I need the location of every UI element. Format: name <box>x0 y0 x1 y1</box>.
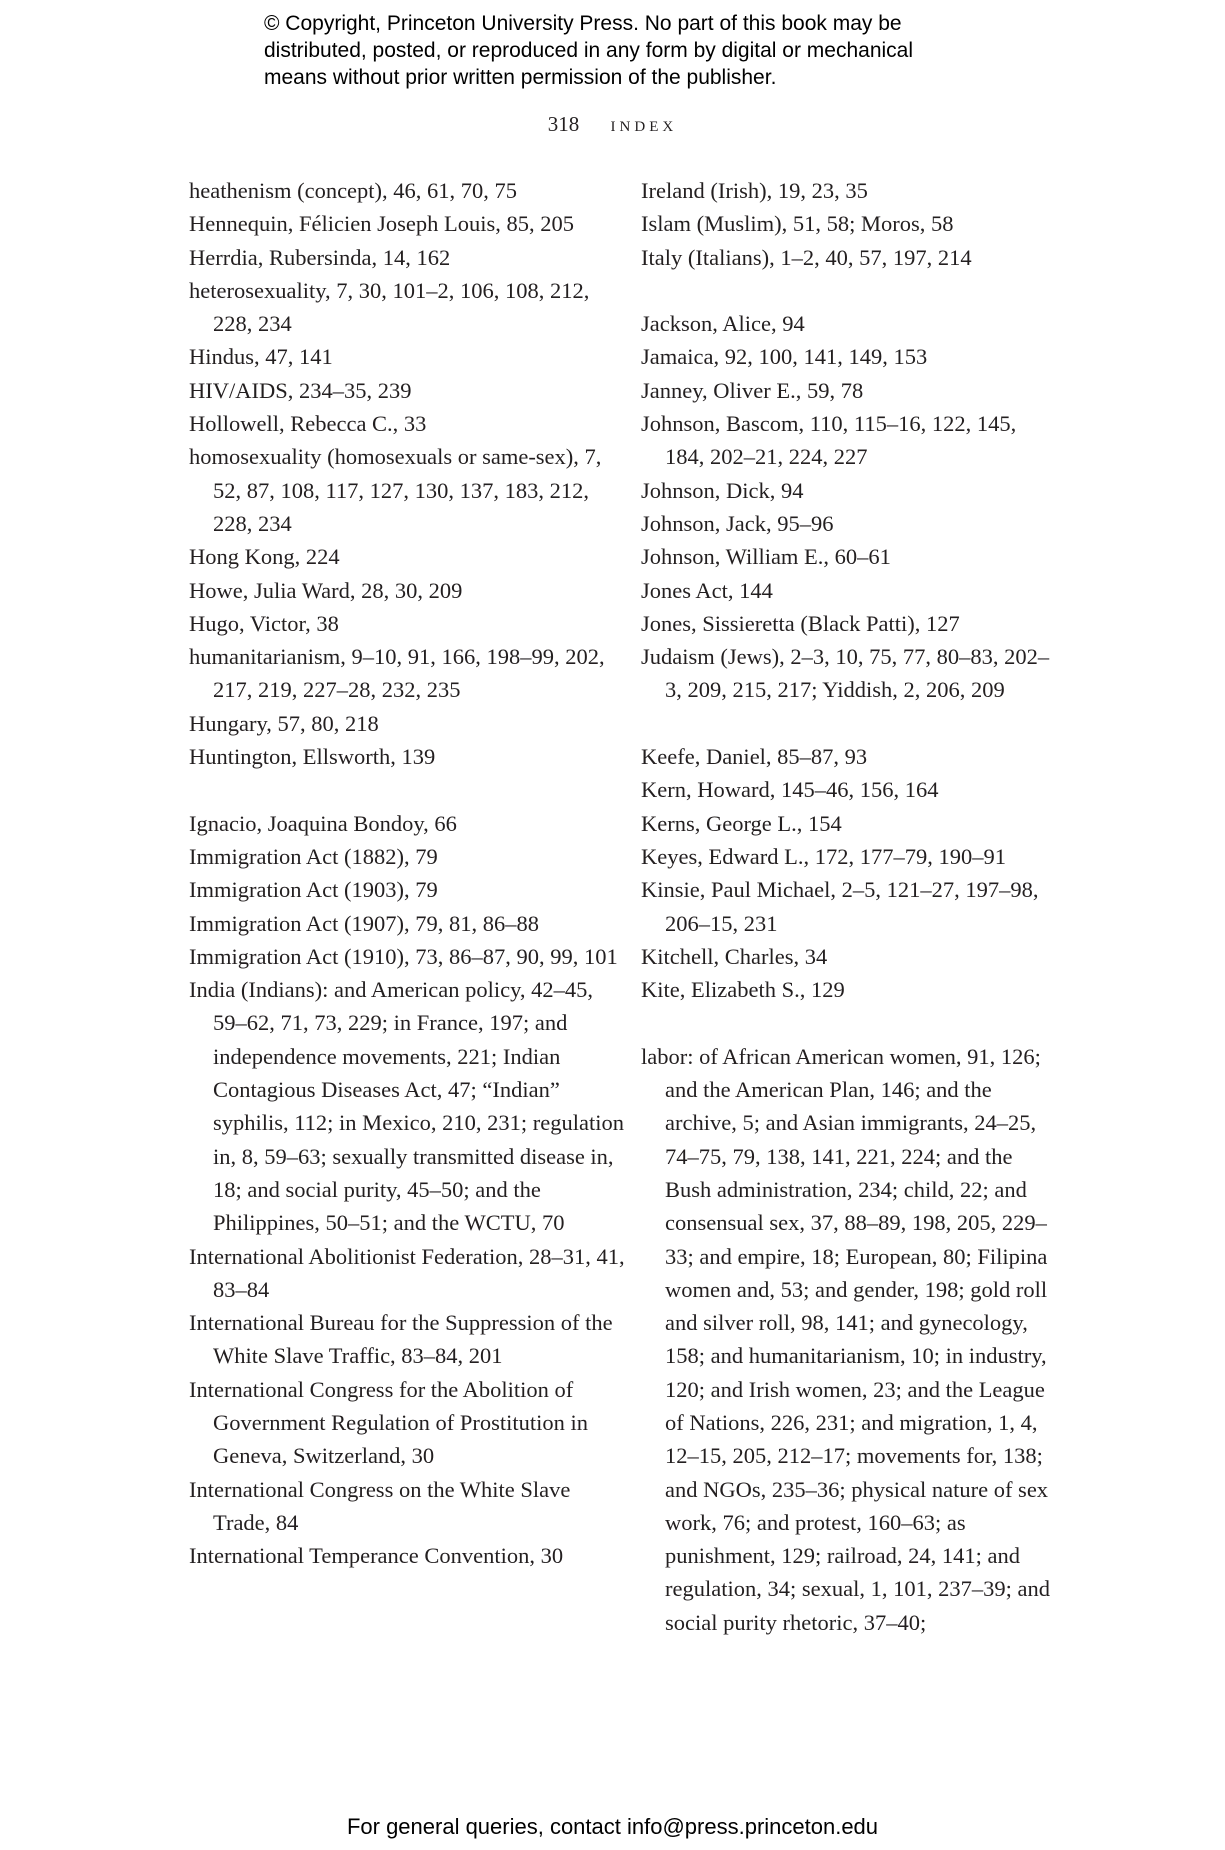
index-entry: Immigration Act (1907), 79, 81, 86–88 <box>189 910 539 936</box>
page-number: 318 <box>547 112 580 136</box>
index-entry: Jackson, Alice, 94 <box>641 311 805 337</box>
index-entry: homosexuality (homosexuals or same-sex), 7, 52, 87, 108, 117, 127, 130, 137, 183, 212, 228, 234 <box>189 444 602 536</box>
index-entry: Hong Kong, 224 <box>189 544 340 570</box>
index-entry: Johnson, William E., 60–61 <box>641 544 891 570</box>
index-column-left <box>189 174 629 1572</box>
index-entry: Johnson, Jack, 95–96 <box>641 510 834 536</box>
index-entry: heterosexuality, 7, 30, 101–2, 106, 108, 212, 228, 234 <box>189 277 590 337</box>
index-entry: Judaism (Jews), 2–3, 10, 75, 77, 80–83, 202–3, 209, 215, 217; Yiddish, 2, 206, 209 <box>641 644 1050 703</box>
copyright-notice <box>264 10 984 91</box>
index-entry: Hollowell, Rebecca C., 33 <box>189 411 427 437</box>
index-entry: International Bureau for the Suppression of the White Slave Traffic, 83–84, 201 <box>189 1310 613 1369</box>
index-entry: Keefe, Daniel, 85–87, 93 <box>641 744 868 770</box>
index-entry: International Temperance Convention, 30 <box>189 1543 564 1569</box>
section-title: index <box>610 112 678 136</box>
index-entry: Keyes, Edward L., 172, 177–79, 190–91 <box>641 843 1006 869</box>
index-entry: Kite, Elizabeth S., 129 <box>641 977 845 1003</box>
index-entry: Kerns, George L., 154 <box>641 810 842 836</box>
index-entry: Italy (Italians), 1–2, 40, 57, 197, 214 <box>641 244 972 270</box>
index-entry: Jones Act, 144 <box>641 577 773 603</box>
index-entry: Huntington, Ellsworth, 139 <box>189 744 436 770</box>
copyright-line: means without prior written permission of the publisher. <box>264 66 777 89</box>
index-entry: International Congress on the White Slave Trade, 84 <box>189 1476 571 1535</box>
index-entry: Kern, Howard, 145–46, 156, 164 <box>641 777 939 803</box>
index-column-right <box>641 174 1061 1639</box>
index-entry: Ignacio, Joaquina Bondoy, 66 <box>189 810 457 836</box>
letter-group-gap <box>641 707 1061 740</box>
index-entry: Hennequin, Félicien Joseph Louis, 85, 205 <box>189 211 574 237</box>
copyright-line: © Copyright, Princeton University Press. No part of this book may be <box>264 12 902 35</box>
index-entry: Janney, Oliver E., 59, 78 <box>641 377 864 403</box>
copyright-line: distributed, posted, or reproduced in any form by digital or mechanical <box>264 39 914 62</box>
index-entry: International Congress for the Abolition of Government Regulation of Prostitution in Geneva, Switzerland, 30 <box>189 1376 588 1469</box>
index-entry: Hungary, 57, 80, 218 <box>189 710 379 736</box>
index-entry: Hindus, 47, 141 <box>189 344 333 370</box>
index-entry: Johnson, Dick, 94 <box>641 477 804 503</box>
index-entry: heathenism (concept), 46, 61, 70, 75 <box>189 178 518 203</box>
index-entry: Hugo, Victor, 38 <box>189 610 339 636</box>
index-entry: Jamaica, 92, 100, 141, 149, 153 <box>641 344 928 370</box>
running-head <box>0 112 1225 137</box>
index-entry: Johnson, Bascom, 110, 115–16, 122, 145, 184, 202–21, 224, 227 <box>641 411 1017 470</box>
footer-contact: For general queries, contact info@press.princeton.edu <box>346 1814 879 1839</box>
index-entry: Ireland (Irish), 19, 23, 35 <box>641 178 868 203</box>
index-entry: Jones, Sissieretta (Black Patti), 127 <box>641 610 960 636</box>
index-entry: humanitarianism, 9–10, 91, 166, 198–99, 202, 217, 219, 227–28, 232, 235 <box>189 644 605 703</box>
index-entry: Kinsie, Paul Michael, 2–5, 121–27, 197–98, 206–15, 231 <box>641 877 1039 936</box>
index-entry: HIV/AIDS, 234–35, 239 <box>189 377 412 403</box>
index-entry: labor: of African American women, 91, 126; and the American Plan, 146; and the archive, 5; and Asian immigrants, 24–25, 74–75, 79, 138, 141, 221, 224; and the Bush administration, 234; child, 22; and consensual sex, 37, 88–89, 198, 205, 229–33; and empire, 18; European, 80; Filipina women and, 53; and gender, 198; gold roll and silver roll, 98, 141; and gynecology, 158; and humanitarianism, 10; in industry, 120; and Irish women, 23; and the League of Nations, 226, 231; and migration, 1, 4, 12–15, 205, 212–17; movements for, 138; and NGOs, 235–36; physical nature of sex work, 76; and protest, 160–63; as punishment, 129; railroad, 24, 141; and regulation, 34; sexual, 1, 101, 237–39; and social purity rhetoric, 37–40; <box>641 1043 1050 1635</box>
index-entry: Herrdia, Rubersinda, 14, 162 <box>189 244 451 270</box>
index-entry: India (Indians): and American policy, 42–45, 59–62, 71, 73, 229; in France, 197; and independence movements, 221; Indian Contagious Diseases Act, 47; “Indian” syphilis, 112; in Mexico, 210, 231; regulation in, 8, 59–63; sexually transmitted disease in, 18; and social purity, 45–50; and the Philippines, 50–51; and the WCTU, 70 <box>189 977 625 1236</box>
index-entry: Immigration Act (1882), 79 <box>189 843 438 869</box>
index-entry: International Abolitionist Federation, 28–31, 41, 83–84 <box>189 1243 625 1302</box>
index-entry: Kitchell, Charles, 34 <box>641 943 828 969</box>
letter-group-gap <box>189 773 629 806</box>
index-entry: Islam (Muslim), 51, 58; Moros, 58 <box>641 211 954 237</box>
index-entry: Immigration Act (1910), 73, 86–87, 90, 99, 101 <box>189 943 618 969</box>
letter-group-gap <box>641 274 1061 307</box>
index-entry: Howe, Julia Ward, 28, 30, 209 <box>189 577 463 603</box>
letter-group-gap <box>641 1006 1061 1039</box>
index-entry: Immigration Act (1903), 79 <box>189 877 438 903</box>
